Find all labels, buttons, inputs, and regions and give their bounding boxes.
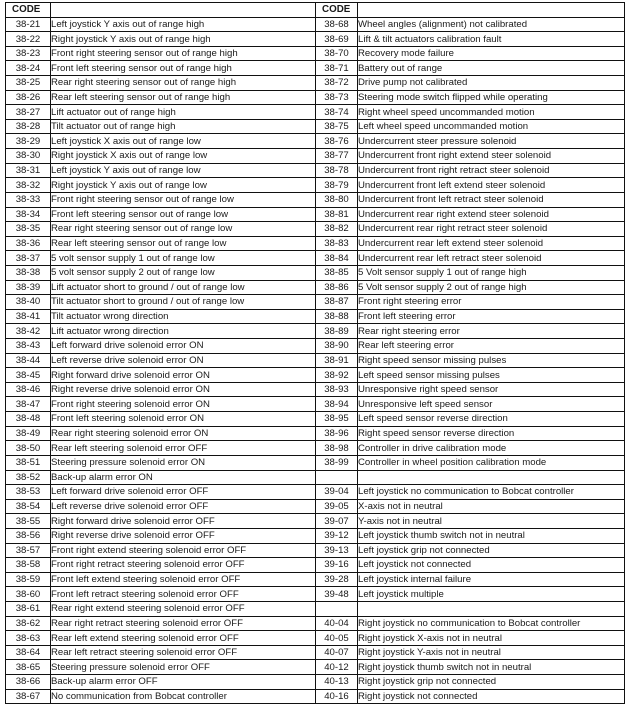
right-code-cell: 38-88 xyxy=(316,309,358,324)
right-code-cell: 39-28 xyxy=(316,572,358,587)
right-description-cell: Right joystick Y-axis not in neutral xyxy=(358,645,625,660)
right-description-cell xyxy=(358,601,625,616)
left-description-cell: Rear right steering solenoid error ON xyxy=(51,426,316,441)
left-description-cell: 5 volt sensor supply 2 out of range low xyxy=(51,265,316,280)
right-code-cell: 38-75 xyxy=(316,119,358,134)
left-description-cell: Left forward drive solenoid error OFF xyxy=(51,485,316,500)
right-description-cell: Undercurrent rear right extend steer solenoid xyxy=(358,207,625,222)
left-description-cell: Lift actuator wrong direction xyxy=(51,324,316,339)
right-description-cell: Drive pump not calibrated xyxy=(358,76,625,91)
right-description-cell: Left joystick multiple xyxy=(358,587,625,602)
table-row xyxy=(6,105,625,120)
left-code-cell: 38-54 xyxy=(6,499,51,514)
right-code-cell: 38-72 xyxy=(316,76,358,91)
right-description-cell: Rear left steering error xyxy=(358,339,625,354)
left-code-cell: 38-33 xyxy=(6,192,51,207)
left-code-cell: 38-50 xyxy=(6,441,51,456)
left-code-cell: 38-37 xyxy=(6,251,51,266)
left-code-cell: 38-53 xyxy=(6,485,51,500)
left-code-cell: 38-42 xyxy=(6,324,51,339)
header-row xyxy=(6,3,625,18)
left-code-cell: 38-55 xyxy=(6,514,51,529)
right-code-cell: 38-95 xyxy=(316,412,358,427)
left-code-cell: 38-27 xyxy=(6,105,51,120)
right-description-cell: Undercurrent rear left extend steer solenoid xyxy=(358,236,625,251)
left-description-cell: Right reverse drive solenoid error OFF xyxy=(51,528,316,543)
right-description-cell: Recovery mode failure xyxy=(358,46,625,61)
left-description-cell: Left reverse drive solenoid error ON xyxy=(51,353,316,368)
right-code-cell: 38-84 xyxy=(316,251,358,266)
right-code-cell: 39-12 xyxy=(316,528,358,543)
table-row xyxy=(6,61,625,76)
left-description-cell: Front left retract steering solenoid error OFF xyxy=(51,587,316,602)
right-code-cell: 39-13 xyxy=(316,543,358,558)
table-row xyxy=(6,295,625,310)
table-row xyxy=(6,455,625,470)
left-description-cell: Right joystick Y axis out of range high xyxy=(51,32,316,47)
table-row xyxy=(6,46,625,61)
right-code-cell: 38-77 xyxy=(316,149,358,164)
table-row xyxy=(6,251,625,266)
left-code-cell: 38-24 xyxy=(6,61,51,76)
right-code-cell: 40-05 xyxy=(316,631,358,646)
left-description-cell: Rear left retract steering solenoid error OFF xyxy=(51,645,316,660)
right-code-cell: 39-05 xyxy=(316,499,358,514)
left-code-cell: 38-32 xyxy=(6,178,51,193)
right-description-cell: Front right steering error xyxy=(358,295,625,310)
right-code-cell: 39-48 xyxy=(316,587,358,602)
right-code-cell: 39-16 xyxy=(316,558,358,573)
table-row xyxy=(6,382,625,397)
right-description-cell: Controller in drive calibration mode xyxy=(358,441,625,456)
right-code-cell: 38-70 xyxy=(316,46,358,61)
table-row xyxy=(6,528,625,543)
right-code-cell: 40-07 xyxy=(316,645,358,660)
right-description-cell: Front left steering error xyxy=(358,309,625,324)
right-description-cell: 5 Volt sensor supply 1 out of range high xyxy=(358,265,625,280)
right-description-cell: Y-axis not in neutral xyxy=(358,514,625,529)
table-row xyxy=(6,368,625,383)
right-code-cell xyxy=(316,601,358,616)
table-row xyxy=(6,499,625,514)
left-description-cell: Lift actuator out of range high xyxy=(51,105,316,120)
left-code-cell: 38-23 xyxy=(6,46,51,61)
right-code-cell: 40-12 xyxy=(316,660,358,675)
fault-code-table xyxy=(5,2,625,704)
table-row xyxy=(6,631,625,646)
left-description-cell: Lift actuator short to ground / out of range low xyxy=(51,280,316,295)
left-description-cell: Back-up alarm error OFF xyxy=(51,675,316,690)
left-description-header xyxy=(51,3,316,18)
right-code-header: CODE xyxy=(316,3,358,18)
left-code-cell: 38-39 xyxy=(6,280,51,295)
right-description-cell: Right wheel speed uncommanded motion xyxy=(358,105,625,120)
table-row xyxy=(6,324,625,339)
left-description-cell: Left joystick X axis out of range low xyxy=(51,134,316,149)
right-code-cell xyxy=(316,470,358,485)
left-description-cell: Left joystick Y axis out of range low xyxy=(51,163,316,178)
right-description-header xyxy=(358,3,625,18)
right-code-cell: 40-04 xyxy=(316,616,358,631)
right-code-cell: 38-79 xyxy=(316,178,358,193)
right-description-cell: Right joystick X-axis not in neutral xyxy=(358,631,625,646)
left-code-cell: 38-36 xyxy=(6,236,51,251)
table-row xyxy=(6,236,625,251)
left-description-cell: Right reverse drive solenoid error ON xyxy=(51,382,316,397)
right-description-cell: Right joystick not connected xyxy=(358,689,625,704)
right-code-cell: 38-89 xyxy=(316,324,358,339)
right-code-cell: 38-76 xyxy=(316,134,358,149)
right-code-cell: 38-91 xyxy=(316,353,358,368)
right-code-cell: 38-81 xyxy=(316,207,358,222)
left-code-cell: 38-65 xyxy=(6,660,51,675)
left-description-cell: Front left extend steering solenoid error OFF xyxy=(51,572,316,587)
left-code-cell: 38-25 xyxy=(6,76,51,91)
right-code-cell: 38-80 xyxy=(316,192,358,207)
left-code-cell: 38-44 xyxy=(6,353,51,368)
right-code-cell: 38-78 xyxy=(316,163,358,178)
right-description-cell: Steering mode switch flipped while operating xyxy=(358,90,625,105)
left-code-cell: 38-40 xyxy=(6,295,51,310)
right-description-cell: Undercurrent front left retract steer solenoid xyxy=(358,192,625,207)
left-code-cell: 38-48 xyxy=(6,412,51,427)
left-description-cell: Tilt actuator wrong direction xyxy=(51,309,316,324)
right-description-cell: Undercurrent front right extend steer solenoid xyxy=(358,149,625,164)
left-code-cell: 38-60 xyxy=(6,587,51,602)
table-row xyxy=(6,339,625,354)
left-description-cell: Rear right steering sensor out of range high xyxy=(51,76,316,91)
right-code-cell: 39-04 xyxy=(316,485,358,500)
left-description-cell: Tilt actuator out of range high xyxy=(51,119,316,134)
right-code-cell: 38-68 xyxy=(316,17,358,32)
right-description-cell: Right speed sensor missing pulses xyxy=(358,353,625,368)
left-description-cell: Right joystick X axis out of range low xyxy=(51,149,316,164)
right-description-cell: Undercurrent rear left retract steer solenoid xyxy=(358,251,625,266)
left-code-cell: 38-28 xyxy=(6,119,51,134)
right-code-cell: 38-73 xyxy=(316,90,358,105)
table-row xyxy=(6,558,625,573)
table-row xyxy=(6,265,625,280)
right-description-cell: Right joystick grip not connected xyxy=(358,675,625,690)
table-row xyxy=(6,149,625,164)
left-code-cell: 38-31 xyxy=(6,163,51,178)
right-code-cell: 40-13 xyxy=(316,675,358,690)
left-code-cell: 38-61 xyxy=(6,601,51,616)
left-code-cell: 38-51 xyxy=(6,455,51,470)
table-row xyxy=(6,514,625,529)
left-description-cell: Front right steering sensor out of range low xyxy=(51,192,316,207)
right-code-cell: 38-93 xyxy=(316,382,358,397)
right-description-cell: Wheel angles (alignment) not calibrated xyxy=(358,17,625,32)
right-description-cell: Right speed sensor reverse direction xyxy=(358,426,625,441)
left-description-cell: No communication from Bobcat controller xyxy=(51,689,316,704)
left-code-cell: 38-57 xyxy=(6,543,51,558)
table-row xyxy=(6,572,625,587)
table-row xyxy=(6,178,625,193)
right-code-cell: 38-87 xyxy=(316,295,358,310)
left-description-cell: Back-up alarm error ON xyxy=(51,470,316,485)
table-row xyxy=(6,426,625,441)
table-row xyxy=(6,587,625,602)
right-description-cell: Undercurrent front left extend steer solenoid xyxy=(358,178,625,193)
left-description-cell: Front right retract steering solenoid error OFF xyxy=(51,558,316,573)
left-code-cell: 38-22 xyxy=(6,32,51,47)
right-description-cell: Left joystick internal failure xyxy=(358,572,625,587)
left-code-cell: 38-45 xyxy=(6,368,51,383)
left-code-cell: 38-59 xyxy=(6,572,51,587)
right-description-cell: Left wheel speed uncommanded motion xyxy=(358,119,625,134)
left-description-cell: Left forward drive solenoid error ON xyxy=(51,339,316,354)
left-description-cell: Left joystick Y axis out of range high xyxy=(51,17,316,32)
left-description-cell: Right joystick Y axis out of range low xyxy=(51,178,316,193)
right-description-cell: Left speed sensor missing pulses xyxy=(358,368,625,383)
table-row xyxy=(6,470,625,485)
left-code-cell: 38-38 xyxy=(6,265,51,280)
table-row xyxy=(6,309,625,324)
table-row xyxy=(6,32,625,47)
left-description-cell: Front left steering solenoid error ON xyxy=(51,412,316,427)
left-code-cell: 38-64 xyxy=(6,645,51,660)
right-description-cell: Left speed sensor reverse direction xyxy=(358,412,625,427)
table-row xyxy=(6,207,625,222)
right-description-cell: Unresponsive left speed sensor xyxy=(358,397,625,412)
left-code-cell: 38-52 xyxy=(6,470,51,485)
right-code-cell: 38-86 xyxy=(316,280,358,295)
left-description-cell: Front right steering sensor out of range high xyxy=(51,46,316,61)
table-row xyxy=(6,222,625,237)
left-code-cell: 38-58 xyxy=(6,558,51,573)
left-code-cell: 38-62 xyxy=(6,616,51,631)
left-code-cell: 38-34 xyxy=(6,207,51,222)
right-code-cell: 38-82 xyxy=(316,222,358,237)
left-description-cell: Front left steering sensor out of range high xyxy=(51,61,316,76)
left-description-cell: Steering pressure solenoid error ON xyxy=(51,455,316,470)
left-code-cell: 38-67 xyxy=(6,689,51,704)
left-description-cell: Rear left extend steering solenoid error OFF xyxy=(51,631,316,646)
table-row xyxy=(6,163,625,178)
right-code-cell: 38-69 xyxy=(316,32,358,47)
table-row xyxy=(6,616,625,631)
right-code-cell: 38-94 xyxy=(316,397,358,412)
right-code-cell: 39-07 xyxy=(316,514,358,529)
left-description-cell: 5 volt sensor supply 1 out of range low xyxy=(51,251,316,266)
table-row xyxy=(6,397,625,412)
left-code-cell: 38-46 xyxy=(6,382,51,397)
table-row xyxy=(6,689,625,704)
left-description-cell: Tilt actuator short to ground / out of range low xyxy=(51,295,316,310)
table-row xyxy=(6,280,625,295)
table-row xyxy=(6,76,625,91)
right-description-cell: Undercurrent front right retract steer solenoid xyxy=(358,163,625,178)
right-code-cell: 38-74 xyxy=(316,105,358,120)
right-description-cell: Left joystick not connected xyxy=(358,558,625,573)
right-code-cell: 38-98 xyxy=(316,441,358,456)
table-row xyxy=(6,17,625,32)
left-description-cell: Rear left steering solenoid error OFF xyxy=(51,441,316,456)
table-row xyxy=(6,660,625,675)
left-description-cell: Right forward drive solenoid error OFF xyxy=(51,514,316,529)
table-row xyxy=(6,192,625,207)
right-description-cell: Left joystick no communication to Bobcat controller xyxy=(358,485,625,500)
table-row xyxy=(6,441,625,456)
left-description-cell: Front left steering sensor out of range low xyxy=(51,207,316,222)
right-code-cell: 38-71 xyxy=(316,61,358,76)
right-code-cell: 38-96 xyxy=(316,426,358,441)
left-code-cell: 38-43 xyxy=(6,339,51,354)
left-code-cell: 38-29 xyxy=(6,134,51,149)
right-description-cell: Controller in wheel position calibration mode xyxy=(358,455,625,470)
left-code-header: CODE xyxy=(6,3,51,18)
left-code-cell: 38-41 xyxy=(6,309,51,324)
left-code-cell: 38-21 xyxy=(6,17,51,32)
left-description-cell: Rear right retract steering solenoid error OFF xyxy=(51,616,316,631)
right-code-cell: 38-90 xyxy=(316,339,358,354)
right-description-cell: Left joystick thumb switch not in neutral xyxy=(358,528,625,543)
left-code-cell: 38-66 xyxy=(6,675,51,690)
left-description-cell: Rear left steering sensor out of range high xyxy=(51,90,316,105)
table-row xyxy=(6,675,625,690)
left-description-cell: Front right steering solenoid error ON xyxy=(51,397,316,412)
right-description-cell: Undercurrent steer pressure solenoid xyxy=(358,134,625,149)
right-description-cell: X-axis not in neutral xyxy=(358,499,625,514)
table-row xyxy=(6,353,625,368)
left-description-cell: Right forward drive solenoid error ON xyxy=(51,368,316,383)
left-code-cell: 38-47 xyxy=(6,397,51,412)
right-description-cell: Rear right steering error xyxy=(358,324,625,339)
right-code-cell: 38-83 xyxy=(316,236,358,251)
table-row xyxy=(6,134,625,149)
right-code-cell: 40-16 xyxy=(316,689,358,704)
left-description-cell: Rear left steering sensor out of range low xyxy=(51,236,316,251)
left-code-cell: 38-63 xyxy=(6,631,51,646)
left-description-cell: Rear right steering sensor out of range low xyxy=(51,222,316,237)
table-row xyxy=(6,601,625,616)
left-description-cell: Rear right extend steering solenoid error OFF xyxy=(51,601,316,616)
right-code-cell: 38-85 xyxy=(316,265,358,280)
left-code-cell: 38-26 xyxy=(6,90,51,105)
right-description-cell: Unresponsive right speed sensor xyxy=(358,382,625,397)
right-description-cell: Right joystick thumb switch not in neutral xyxy=(358,660,625,675)
right-description-cell: 5 Volt sensor supply 2 out of range high xyxy=(358,280,625,295)
left-description-cell: Steering pressure solenoid error OFF xyxy=(51,660,316,675)
table-row xyxy=(6,90,625,105)
table-row xyxy=(6,412,625,427)
table-row xyxy=(6,645,625,660)
left-description-cell: Front right extend steering solenoid error OFF xyxy=(51,543,316,558)
left-code-cell: 38-30 xyxy=(6,149,51,164)
left-code-cell: 38-56 xyxy=(6,528,51,543)
left-code-cell: 38-35 xyxy=(6,222,51,237)
right-description-cell: Lift & tilt actuators calibration fault xyxy=(358,32,625,47)
left-description-cell: Left reverse drive solenoid error OFF xyxy=(51,499,316,514)
right-code-cell: 38-92 xyxy=(316,368,358,383)
table-row xyxy=(6,119,625,134)
table-row xyxy=(6,543,625,558)
right-description-cell xyxy=(358,470,625,485)
right-code-cell: 38-99 xyxy=(316,455,358,470)
right-description-cell: Left joystick grip not connected xyxy=(358,543,625,558)
right-description-cell: Battery out of range xyxy=(358,61,625,76)
left-code-cell: 38-49 xyxy=(6,426,51,441)
right-description-cell: Undercurrent rear right retract steer solenoid xyxy=(358,222,625,237)
right-description-cell: Right joystick no communication to Bobcat controller xyxy=(358,616,625,631)
table-row xyxy=(6,485,625,500)
